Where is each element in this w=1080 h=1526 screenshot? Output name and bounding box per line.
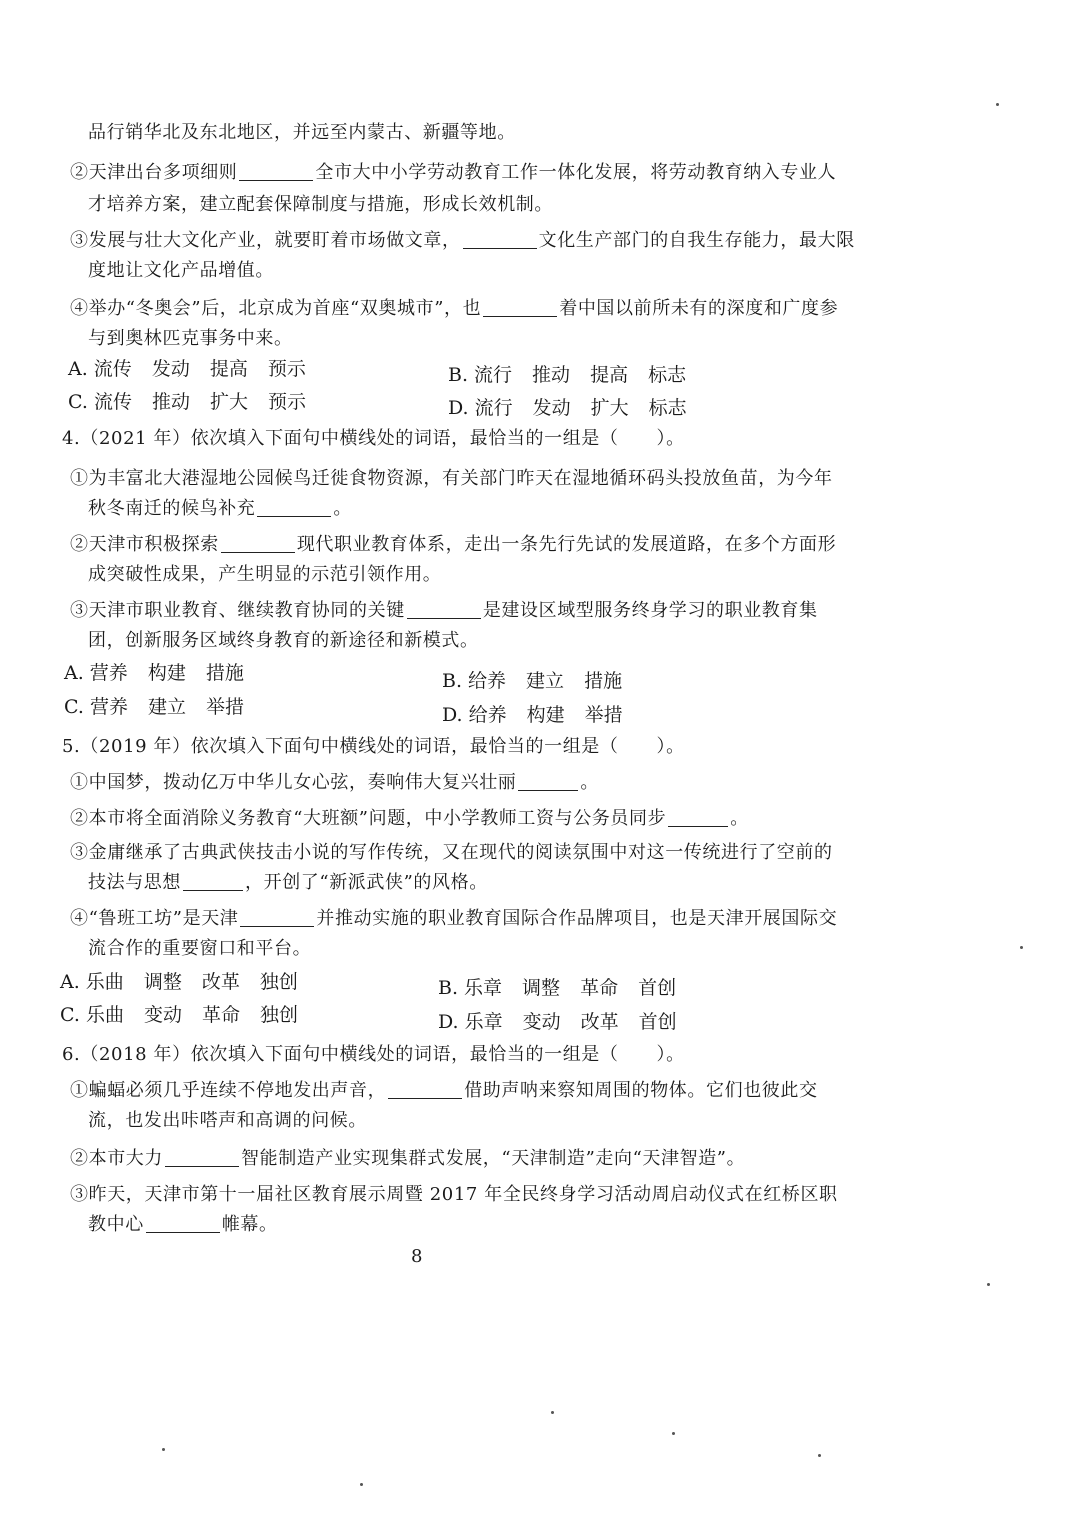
text-line [70, 598, 818, 624]
answer-blank [183, 872, 243, 891]
option-word: 标志 [648, 397, 687, 419]
option-word: C. 乐曲 [60, 1004, 124, 1026]
text: 品行销华北及东北地区，并远至内蒙古、新疆等地。 [88, 122, 516, 143]
text-line [88, 496, 352, 522]
text: ①蝙蝠必须几乎连续不停地发出声音， [70, 1080, 387, 1101]
text-line [70, 296, 838, 322]
option-word: 举措 [205, 696, 244, 718]
text: 4.（2021 年）依次填入下面句中横线处的词语，最恰当的一组是（ [62, 428, 619, 449]
text-line [70, 840, 833, 866]
answer-blank [221, 534, 295, 553]
option-word: D. 乐章 [438, 1011, 503, 1033]
option-c [64, 694, 264, 720]
option-word: 改革 [201, 971, 240, 993]
text: 借助声呐来察知周围的物体。它们也彼此交 [464, 1080, 818, 1101]
text: ①为丰富北大港湿地公园候鸟迁徙食物资源，有关部门昨天在湿地循环码头投放鱼苗，为今年 [70, 468, 833, 489]
question-stem [62, 1042, 685, 1068]
text: 流，也发出咔嗒声和高调的问候。 [88, 1110, 367, 1131]
option-word: 预示 [267, 358, 306, 380]
text-line [88, 326, 293, 352]
answer-blank [388, 1080, 462, 1099]
text: ②本市将全面消除义务教育“大班额”问题，中小学教师工资与公务员同步 [70, 808, 667, 829]
question-stem [62, 734, 685, 760]
option-word: 独创 [259, 971, 298, 993]
option-b [442, 668, 642, 694]
text: 。 [730, 808, 749, 829]
answer-blank [257, 498, 331, 517]
text-line [70, 228, 855, 254]
text-line [70, 770, 599, 796]
option-word: 提高 [209, 358, 248, 380]
text: 。 [580, 772, 600, 793]
answer-blank [668, 808, 728, 827]
option-a [68, 356, 326, 382]
text: ）。 [656, 428, 685, 449]
option-word: 扩大 [590, 397, 629, 419]
text: ）。 [656, 1044, 685, 1065]
text: ③发展与壮大文化产业，就要盯着市场做文章， [70, 230, 461, 251]
text: ③昨天，天津市第十一届社区教育展示周暨 2017 年全民终身学习活动周启动仪式在红桥区职 [70, 1184, 838, 1205]
option-word: 建立 [147, 696, 186, 718]
option-word: 独创 [259, 1004, 298, 1026]
option-word: 革命 [580, 977, 619, 999]
text: 文化生产部门的自我生存能力，最大限 [538, 230, 855, 251]
option-word: D. 给养 [442, 704, 507, 726]
option-word: A. 营养 [64, 662, 128, 684]
option-word: 措施 [205, 662, 244, 684]
scan-speck [551, 1411, 554, 1414]
scan-speck [818, 1454, 821, 1457]
answer-blank [239, 162, 313, 181]
option-word: 建立 [526, 670, 565, 692]
text: 与到奥林匹克事务中来。 [88, 328, 293, 349]
scan-speck [996, 103, 999, 106]
option-word: 推动 [151, 391, 190, 413]
text-line [88, 936, 311, 962]
text: 智能制造产业实现集群式发展，“天津制造”走向“天津智造”。 [241, 1148, 746, 1169]
option-word: B. 流行 [448, 364, 513, 386]
text: 5.（2019 年）依次填入下面句中横线处的词语，最恰当的一组是（ [62, 736, 619, 757]
text-line [88, 870, 488, 896]
text-line [70, 532, 836, 558]
scan-speck [987, 1283, 990, 1286]
option-word: 革命 [201, 1004, 240, 1026]
option-word: 构建 [147, 662, 186, 684]
text: ③天津市职业教育、继续教育协同的关键 [70, 600, 405, 621]
text-line [70, 160, 836, 186]
option-word: 措施 [584, 670, 623, 692]
option-word: C. 流传 [68, 391, 132, 413]
option-word: 变动 [143, 1004, 182, 1026]
scan-speck [1020, 946, 1023, 949]
text: 团，创新服务区域终身教育的新途径和新模式。 [88, 630, 479, 651]
answer-blank [407, 600, 481, 619]
option-word: D. 流行 [448, 397, 513, 419]
scan-speck [672, 1432, 675, 1435]
option-b [438, 975, 696, 1001]
option-word: C. 营养 [64, 696, 128, 718]
scan-speck [360, 1483, 363, 1486]
text-line [88, 120, 516, 146]
text-line [70, 1078, 818, 1104]
text-line [88, 192, 553, 218]
text-line [88, 1108, 367, 1134]
option-word: 发动 [532, 397, 571, 419]
text: 技法与思想 [88, 872, 181, 893]
text: ②天津市积极探索 [70, 534, 219, 555]
text: ②本市大力 [70, 1148, 163, 1169]
answer-blank [240, 908, 314, 927]
page-number: 8 [411, 1246, 423, 1267]
text-line [70, 466, 833, 492]
option-a [60, 969, 318, 995]
option-word: 预示 [267, 391, 306, 413]
option-word: 发动 [151, 358, 190, 380]
option-word: 构建 [526, 704, 565, 726]
option-word: 调整 [143, 971, 182, 993]
text-line [88, 1212, 278, 1238]
option-word: 标志 [648, 364, 687, 386]
option-word: B. 给养 [442, 670, 507, 692]
text-line [88, 562, 441, 588]
option-word: 变动 [522, 1011, 561, 1033]
text-line [88, 258, 274, 284]
option-word: B. 乐章 [438, 977, 503, 999]
option-c [60, 1002, 318, 1028]
option-word: 推动 [532, 364, 571, 386]
text: 秋冬南迁的候鸟补充 [88, 498, 256, 519]
text: ②天津出台多项细则 [70, 162, 238, 183]
option-a [64, 660, 264, 686]
answer-blank [463, 230, 537, 249]
text: ）。 [656, 736, 685, 757]
option-word: 首创 [638, 1011, 677, 1033]
text: 帷幕。 [221, 1214, 278, 1235]
text: 全市大中小学劳动教育工作一体化发展，将劳动教育纳入专业人 [315, 162, 837, 183]
text: 成突破性成果，产生明显的示范引领作用。 [88, 564, 442, 585]
text: 着中国以前所未有的深度和广度参 [559, 298, 839, 319]
option-d [448, 395, 707, 421]
option-word: 提高 [590, 364, 629, 386]
answer-blank [518, 772, 578, 791]
answer-blank [165, 1148, 239, 1167]
text: 是建设区域型服务终身学习的职业教育集 [482, 600, 818, 621]
option-word: 调整 [522, 977, 561, 999]
text-line [70, 1182, 838, 1208]
option-word: 扩大 [209, 391, 248, 413]
option-word: A. 乐曲 [60, 971, 124, 993]
option-word: 首创 [638, 977, 677, 999]
text: ①中国梦，拨动亿万中华儿女心弦，奏响伟大复兴壮丽 [70, 772, 517, 793]
option-word: A. 流传 [68, 358, 132, 380]
option-word: 举措 [584, 704, 623, 726]
option-b [448, 362, 706, 388]
text-line [70, 906, 837, 932]
text: ④“鲁班工坊”是天津 [70, 908, 239, 929]
option-word: 改革 [580, 1011, 619, 1033]
text: ，开创了“新派武侠”的风格。 [245, 872, 488, 893]
answer-blank [146, 1214, 220, 1233]
text-line [70, 806, 749, 832]
scan-speck [162, 1448, 165, 1451]
text: ③金庸继承了古典武侠技击小说的写作传统，又在现代的阅读氛围中对这一传统进行了空前的 [70, 842, 833, 863]
answer-blank [483, 298, 557, 317]
text: 流合作的重要窗口和平台。 [88, 938, 312, 959]
option-d [442, 702, 643, 728]
text: 度地让文化产品增值。 [88, 260, 274, 281]
text: 才培养方案，建立配套保障制度与措施，形成长效机制。 [88, 194, 553, 215]
text: ④举办“冬奥会”后，北京成为首座“双奥城市”，也 [70, 298, 482, 319]
text-line [88, 628, 479, 654]
text: 现代职业教育体系，走出一条先行先试的发展道路，在多个方面形 [296, 534, 837, 555]
text: 并推动实施的职业教育国际合作品牌项目，也是天津开展国际交 [316, 908, 838, 929]
text: 教中心 [88, 1214, 144, 1235]
option-c [68, 389, 326, 415]
text: 。 [333, 498, 353, 519]
question-stem [62, 426, 685, 452]
text-line [70, 1146, 745, 1172]
option-d [438, 1009, 697, 1035]
text: 6.（2018 年）依次填入下面句中横线处的词语，最恰当的一组是（ [62, 1044, 619, 1065]
